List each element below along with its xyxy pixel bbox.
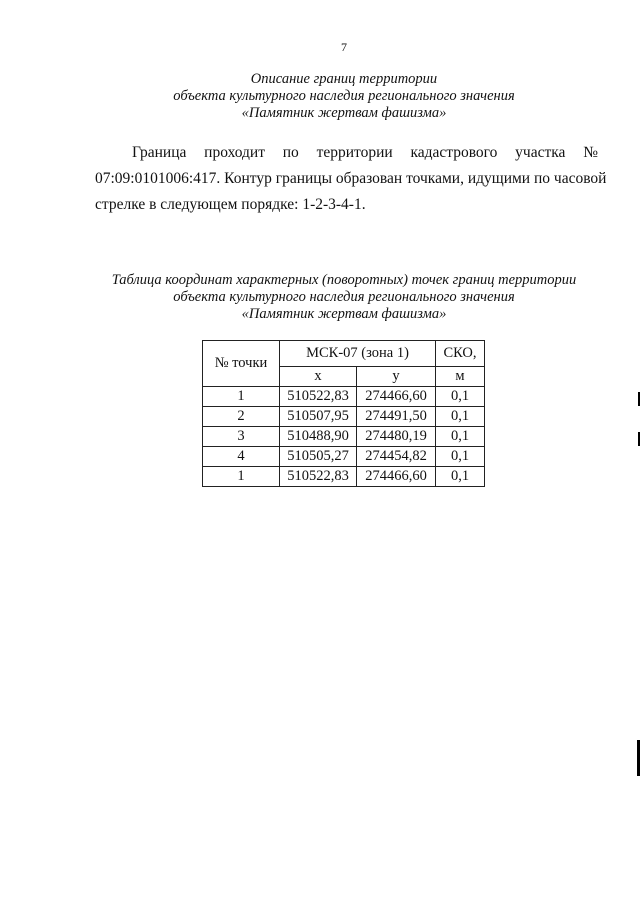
header-y: у [357, 367, 436, 387]
table-header-row [203, 341, 485, 367]
paragraph-word: участка [515, 144, 566, 161]
cell-point: 4 [203, 447, 280, 467]
boundary-description [95, 140, 607, 218]
cell-point: 3 [203, 427, 280, 447]
table-row [203, 387, 485, 407]
cell-y: 274466,60 [357, 387, 436, 407]
paragraph-word: по [282, 144, 299, 161]
paragraph-word: проходит [204, 144, 265, 161]
title-line-3: «Памятник жертвам фашизма» [241, 105, 447, 121]
document-title [0, 71, 640, 122]
paragraph-line-2: 07:09:0101006:417. Контур границы образован точками, идущими по часовой [95, 170, 607, 187]
cell-x: 510522,83 [280, 467, 357, 487]
cell-sko: 0,1 [436, 387, 485, 407]
paragraph-word: территории [316, 144, 393, 161]
header-sko: СКО, [436, 341, 485, 367]
cell-sko: 0,1 [436, 467, 485, 487]
cell-x: 510488,90 [280, 427, 357, 447]
table-row [203, 427, 485, 447]
page-number: 7 [341, 40, 347, 54]
header-coordinate-system: МСК-07 (зона 1) [280, 341, 436, 367]
cell-x: 510522,83 [280, 387, 357, 407]
cell-sko: 0,1 [436, 427, 485, 447]
header-sko-unit: м [436, 367, 485, 387]
table-row [203, 407, 485, 427]
table-title [0, 272, 640, 323]
header-point-number: № точки [203, 341, 280, 387]
header-x: х [280, 367, 357, 387]
cell-sko: 0,1 [436, 407, 485, 427]
table-row [203, 447, 485, 467]
paragraph-word: Граница [132, 144, 187, 161]
cell-y: 274491,50 [357, 407, 436, 427]
table-row [203, 467, 485, 487]
coordinates-table [202, 340, 485, 487]
title-line-1: Описание границ территории [250, 71, 438, 87]
table-title-line-1: Таблица координат характерных (поворотных) точек границ территории [111, 272, 577, 288]
cell-point: 2 [203, 407, 280, 427]
table-title-line-3: «Памятник жертвам фашизма» [241, 306, 447, 322]
cell-point: 1 [203, 387, 280, 407]
table-title-line-2: объекта культурного наследия регионального значения [173, 289, 515, 305]
cell-x: 510507,95 [280, 407, 357, 427]
paragraph-word: кадастрового [410, 144, 498, 161]
cell-sko: 0,1 [436, 447, 485, 467]
title-line-2: объекта культурного наследия регионального значения [173, 88, 515, 104]
cell-y: 274480,19 [357, 427, 436, 447]
paragraph-line-1 [95, 140, 598, 166]
paragraph-line-3: стрелке в следующем порядке: 1-2-3-4-1. [95, 196, 366, 213]
table-body [203, 387, 485, 487]
cell-x: 510505,27 [280, 447, 357, 467]
cell-y: 274466,60 [357, 467, 436, 487]
cell-y: 274454,82 [357, 447, 436, 467]
cell-point: 1 [203, 467, 280, 487]
paragraph-word: № [583, 144, 598, 161]
